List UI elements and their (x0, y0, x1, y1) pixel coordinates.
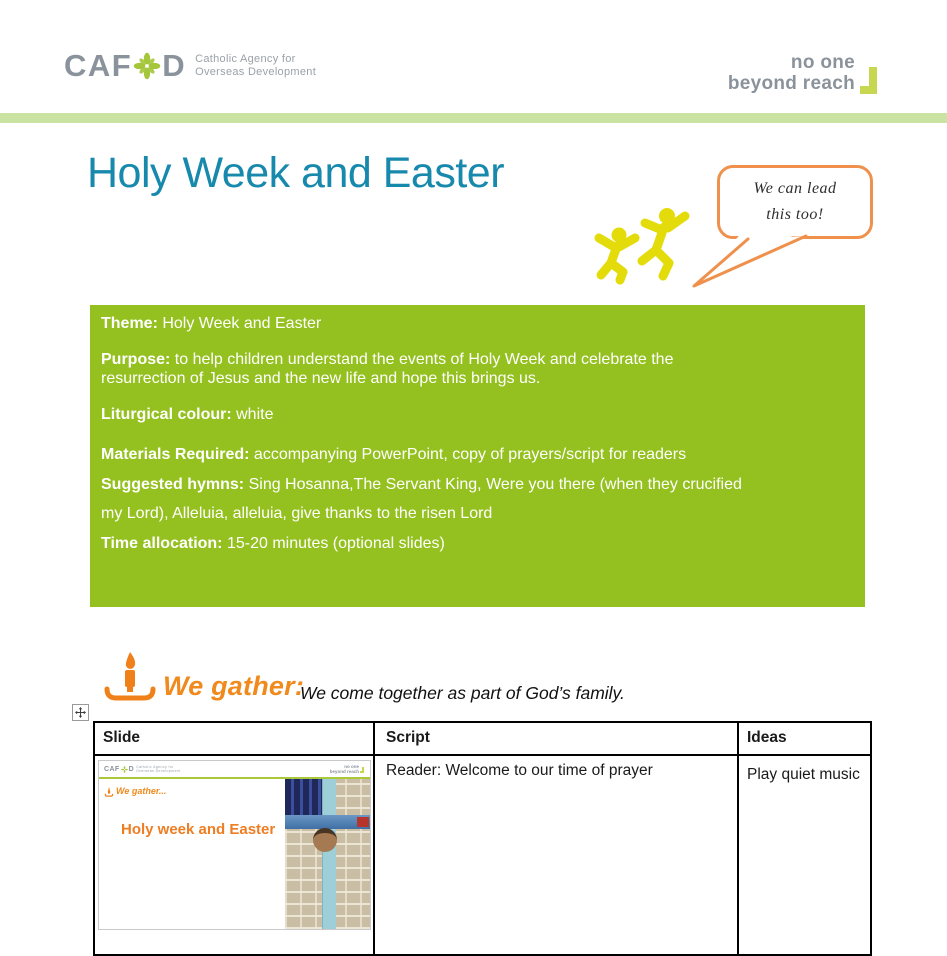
cafod-logo-caf: CAF (64, 48, 133, 83)
slide-candle-icon (104, 785, 114, 799)
slide-no-one-line1: no one (344, 764, 359, 769)
no-one-line: no one (790, 52, 855, 73)
corner-mark-icon (860, 67, 877, 94)
cafod-logo (64, 50, 316, 81)
no-one-beyond-reach-text (728, 52, 855, 94)
cafod-flower-icon (133, 52, 161, 80)
slide-tagline-line1: Catholic Agency for (136, 765, 174, 769)
cafod-tagline-line2: Overseas Development (195, 65, 317, 78)
dancing-children-icon (599, 208, 685, 280)
header-divider-bar (0, 113, 947, 123)
slide-cafod-tagline (136, 765, 181, 773)
column-header-slide: Slide (94, 722, 374, 755)
photo-beam-red-detail (357, 817, 369, 827)
column-header-ideas: Ideas (738, 722, 871, 755)
page-title: Holy Week and Easter (87, 149, 505, 197)
section-subheading: We come together as part of God’s family. (300, 683, 625, 703)
slide-corner-mark-icon (360, 767, 364, 773)
cafod-tagline (195, 53, 316, 79)
slide-cafod-d: D (128, 765, 135, 773)
candle-icon (98, 651, 162, 703)
hymns-value: Sing Hosanna,The Servant King, Were you there (when they crucified my Lord), Alleluia, alleluia, give thanks to the risen Lord (101, 475, 742, 522)
section-heading-we-gather: We gather: (163, 671, 305, 701)
cafod-tagline-line1: Catholic Agency for (195, 52, 296, 65)
theme-label: Theme: (101, 315, 158, 332)
slide-no-one-line2: beyond reach (329, 769, 359, 774)
theme-info-box (90, 305, 865, 607)
speech-bubble (717, 165, 873, 239)
slide-cafod-caf: CAF (104, 765, 120, 773)
slide-photo-cross (285, 779, 371, 929)
slide-no-one-logo (330, 764, 364, 774)
liturgical-value: white (231, 405, 274, 423)
theme-value: Holy Week and Easter (157, 315, 322, 332)
purpose-line (101, 350, 749, 389)
cafod-logo-d: D (162, 48, 187, 83)
slide-thumbnail-body (99, 779, 370, 929)
table-row (94, 755, 871, 955)
speech-bubble-line2: this too! (766, 206, 824, 223)
beyond-reach-line: beyond reach (727, 73, 855, 94)
time-label: Time allocation: (101, 534, 223, 552)
time-value: 15-20 minutes (optional slides) (222, 534, 445, 552)
slide-thumbnail (98, 760, 371, 930)
liturgical-colour-line (101, 405, 749, 425)
purpose-label: Purpose: (101, 350, 171, 368)
slide-thumbnail-header (99, 761, 370, 777)
slide-cafod-flower-icon (121, 766, 128, 773)
theme-line (101, 314, 749, 334)
column-header-script: Script (374, 722, 738, 755)
slide-we-gather-text: We gather... (116, 786, 167, 796)
photo-cross-post (322, 779, 336, 929)
no-one-beyond-reach-logo (728, 52, 877, 94)
slide-title-text: Holy week and Easter (121, 821, 276, 838)
materials-label: Materials Required: (101, 446, 250, 463)
ideas-cell: Play quiet music (738, 755, 871, 955)
slide-cafod-logo (104, 765, 181, 773)
liturgical-label: Liturgical colour: (101, 405, 232, 423)
photo-person-head (313, 828, 337, 852)
time-allocation-line (101, 529, 749, 559)
slide-tagline-line2: Overseas Development (136, 769, 181, 773)
materials-value: accompanying PowerPoint, copy of prayers/script for readers (249, 446, 687, 463)
table-header-row (94, 722, 871, 755)
hymns-line (101, 470, 749, 529)
hymns-label: Suggested hymns: (101, 475, 245, 493)
liturgy-table (93, 721, 872, 956)
materials-line (101, 440, 749, 470)
purpose-value: to help children understand the events of Holy Week and celebrate the resurrection of Jesus and the new life and hope this brings us. (101, 350, 674, 387)
speech-bubble-line1: We can lead (753, 180, 837, 197)
slide-no-one-text (330, 764, 359, 774)
script-cell: Reader: Welcome to our time of prayer (374, 755, 738, 955)
table-move-icon[interactable] (72, 704, 89, 721)
slide-cell (94, 755, 374, 955)
